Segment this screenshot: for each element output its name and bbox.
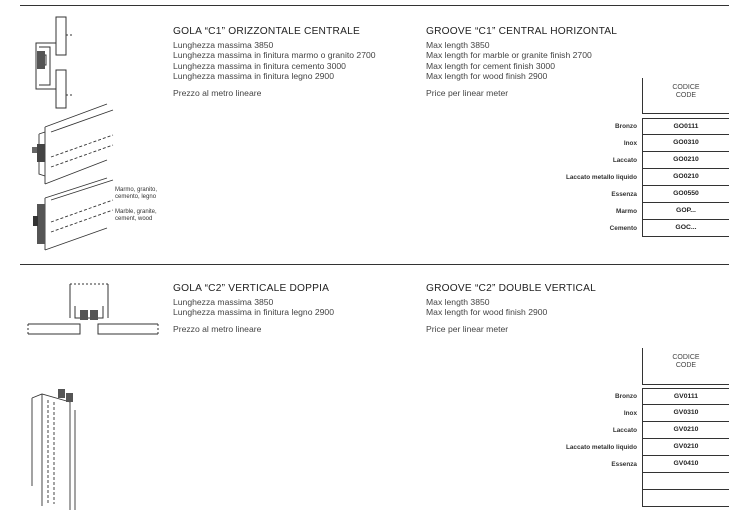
- finish-label: Bronzo: [614, 123, 637, 130]
- c1-en-block: [426, 26, 617, 98]
- c2-en-title: GROOVE “C2” DOUBLE VERTICAL: [426, 283, 596, 294]
- code-cell: GO0310: [642, 135, 729, 152]
- c1-en-title: GROOVE “C1” CENTRAL HORIZONTAL: [426, 26, 618, 37]
- code-cell: GO0210: [642, 169, 729, 186]
- c2-en-line: Max length 3850: [426, 297, 490, 307]
- c1-it-block: [173, 26, 376, 98]
- table-row: [560, 203, 729, 220]
- c1-profile-3d-stone: [25, 178, 115, 258]
- code-header-it: CODICE: [672, 84, 700, 91]
- c2-en-price: Price per linear meter: [426, 323, 509, 334]
- table-row: [560, 169, 729, 186]
- table-row: [560, 422, 729, 439]
- finish-label: Laccato metallo liquido: [565, 444, 637, 451]
- code-cell: GOC...: [642, 220, 729, 237]
- c2-it-title: GOLA “C2” VERTICALE DOPPIA: [173, 283, 330, 294]
- code-cell: GV0310: [642, 405, 729, 422]
- finish-label: Cemento: [609, 225, 637, 232]
- table-row: [560, 186, 729, 203]
- c2-en-line: Max length for wood finish 2900: [426, 307, 548, 318]
- table-row: [560, 152, 729, 169]
- table-row: [560, 473, 729, 490]
- code-cell: GOP...: [642, 203, 729, 220]
- code-cell: GV0410: [642, 456, 729, 473]
- c1-it-title: GOLA “C1” ORIZZONTALE CENTRALE: [173, 26, 360, 37]
- code-cell: GO0210: [642, 152, 729, 169]
- caption-line: Marmo, granito,: [115, 187, 158, 193]
- finish-label: Bronzo: [614, 393, 637, 400]
- code-header-en: CODE: [675, 362, 697, 369]
- caption-line: cemento, legno: [115, 194, 157, 200]
- table-row: [560, 220, 729, 237]
- c1-caption-it: [115, 187, 157, 201]
- c1-en-price: Price per linear meter: [426, 87, 509, 98]
- c1-it-line: Lunghezza massima in finitura cemento 3000: [173, 60, 346, 71]
- code-cell: [642, 473, 729, 490]
- c2-it-line: Lunghezza massima in finitura legno 2900: [173, 307, 334, 318]
- code-cell: [642, 490, 729, 507]
- finish-label: Essenza: [611, 461, 637, 468]
- c1-en-line: Max length for cement finish 3000: [426, 60, 555, 71]
- c1-it-line: Lunghezza massima 3850: [173, 40, 274, 50]
- code-header-it: CODICE: [672, 354, 700, 361]
- code-header-en: CODE: [675, 92, 697, 99]
- c1-en-line: Max length 3850: [426, 40, 490, 50]
- code-cell: GO0111: [642, 118, 729, 135]
- table-row: [560, 439, 729, 456]
- top-rule: [20, 5, 729, 6]
- finish-label: Laccato: [612, 157, 637, 164]
- c1-it-price: Prezzo al metro lineare: [173, 87, 262, 98]
- c2-profile-3d: [30, 386, 90, 511]
- section-divider: [20, 264, 729, 265]
- c1-en-line: Max length for wood finish 2900: [426, 71, 548, 82]
- finish-label: Essenza: [611, 191, 637, 198]
- c1-it-line: Lunghezza massima in finitura marmo o granito 2700: [173, 50, 376, 61]
- c2-it-price: Prezzo al metro lineare: [173, 323, 262, 334]
- c1-en-line: Max length for marble or granite finish 2700: [426, 50, 592, 61]
- caption-line: Marble, granite,: [115, 209, 157, 215]
- c2-code-header: [642, 348, 729, 385]
- c2-section-drawing: [28, 284, 158, 346]
- c1-it-line: Lunghezza massima in finitura legno 2900: [173, 71, 334, 82]
- finish-label: Inox: [623, 140, 637, 147]
- table-row: [560, 490, 729, 507]
- table-row: [560, 405, 729, 422]
- c2-it-block: [173, 283, 334, 334]
- code-cell: GV0111: [642, 388, 729, 405]
- c1-section-drawing: [20, 15, 80, 110]
- table-row: [560, 388, 729, 405]
- caption-line: cement, wood: [115, 216, 153, 222]
- c1-caption-en: [115, 209, 157, 223]
- c2-it-line: Lunghezza massima 3850: [173, 297, 274, 307]
- finish-label: Laccato: [612, 427, 637, 434]
- code-cell: GO0550: [642, 186, 729, 203]
- table-row: [560, 135, 729, 152]
- table-row: [560, 456, 729, 473]
- finish-label: Marmo: [616, 208, 637, 215]
- c1-code-header: [642, 78, 729, 114]
- code-cell: GV0210: [642, 439, 729, 456]
- code-cell: GV0210: [642, 422, 729, 439]
- table-row: [560, 118, 729, 135]
- finish-label: Inox: [623, 410, 637, 417]
- c2-en-block: [426, 283, 596, 334]
- finish-label: Laccato metallo liquido: [565, 174, 637, 181]
